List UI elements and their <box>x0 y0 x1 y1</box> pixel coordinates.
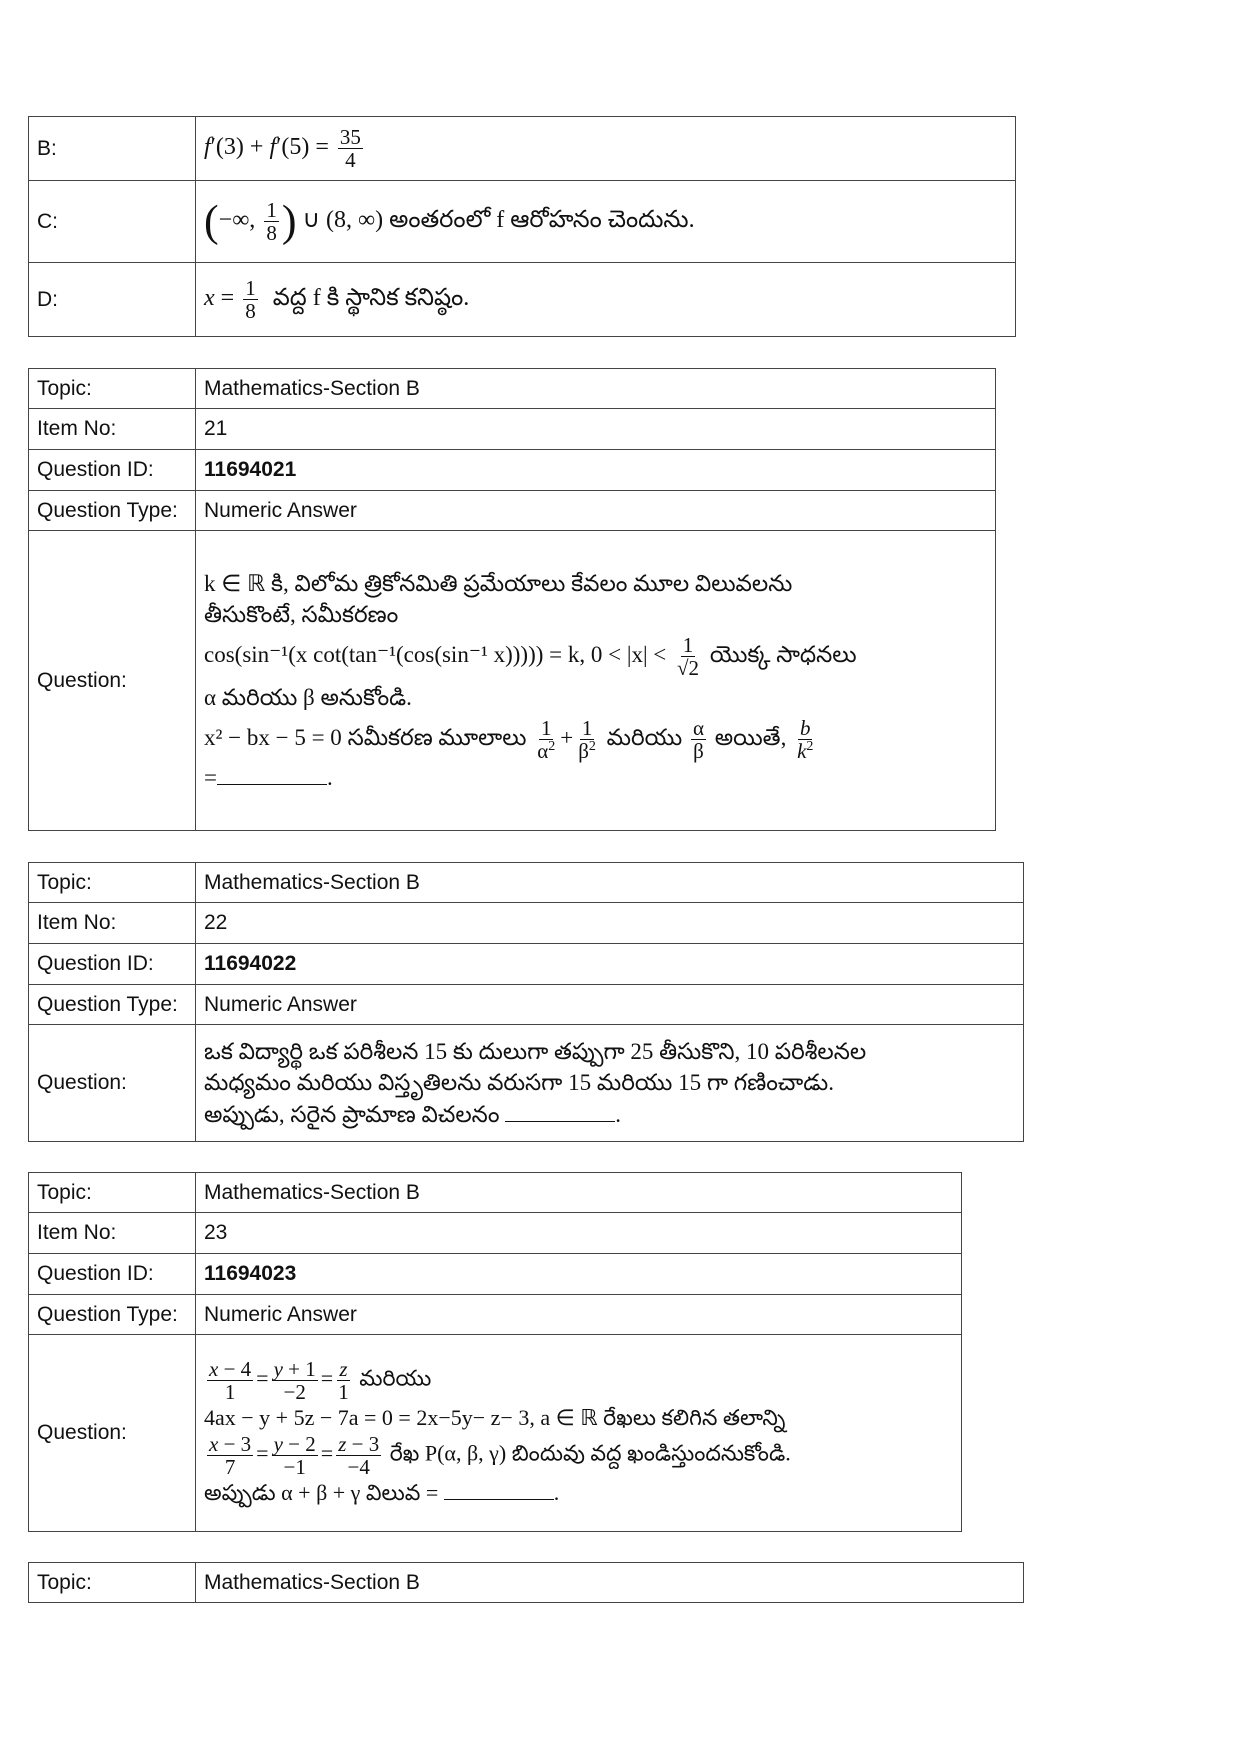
question-type-value: Numeric Answer <box>196 985 1024 1025</box>
answer-blank <box>217 766 327 785</box>
fraction: $\frac{z - 3}{-4}$ <box>338 1432 380 1480</box>
equation: cos(sin⁻¹(x cot(tan⁻¹(cos(sin⁻¹ x))))) = k, 0 < |x| < <box>204 642 667 668</box>
topic-row <box>29 1173 962 1213</box>
question-label: Question: <box>29 1335 196 1532</box>
question-line <box>204 1403 953 1433</box>
question-table-next <box>28 1562 1024 1603</box>
item-no-row <box>29 409 996 450</box>
question-id-value: 11694022 <box>196 944 1024 985</box>
topic-value: Mathematics-Section B <box>196 369 996 409</box>
item-no-label: Item No: <box>29 1213 196 1254</box>
question-body <box>196 1335 962 1532</box>
question-id-label: Question ID: <box>29 944 196 985</box>
option-text: వద్ద f కి స్థానిక కనిష్ఠం. <box>272 285 470 312</box>
question-id-value: 11694021 <box>196 450 996 491</box>
question-id-row <box>29 450 996 491</box>
question-line: k ∈ ℝ కి, విలోమ త్రికోనమితి ప్రమేయాలు కేవలం మూల విలువలను <box>204 571 793 597</box>
question-line: మధ్యమం మరియు విస్తృతిలను వరుసగా 15 మరియు 15 గా గణించాడు. <box>204 1070 834 1096</box>
option-content: (−∞, $\frac{1}{8}$ ) ∪ (8, ∞) అంతరంలో f ఆరోహనం చెందును. <box>196 181 1016 263</box>
fraction: $\frac{y + 1}{-2}$ <box>273 1357 316 1405</box>
question-text: = <box>204 764 217 790</box>
question-line: అప్పుడు, సరైన ప్రామాణ విచలనం . <box>204 1101 621 1127</box>
question-text: సమీకరణ మూలాలు <box>347 724 527 750</box>
answer-blank <box>505 1103 615 1122</box>
question-id-label: Question ID: <box>29 450 196 491</box>
option-label: D: <box>29 263 196 337</box>
question-body <box>196 1025 1024 1142</box>
item-no-label: Item No: <box>29 903 196 944</box>
item-no-row <box>29 1213 962 1254</box>
fraction: $\frac{1}{\alpha^2}$ <box>537 715 556 763</box>
question-line: x² − bx − 5 = 0 సమీకరణ మూలాలు $\frac{1}{\alpha^2}$ + $\frac{1}{\beta^2}$ మరియు $\frac{\alpha}{\beta}$ అయితే, $\frac{b}{k^2}$ <box>204 715 814 763</box>
option-row-d <box>29 263 1016 337</box>
question-text: రేఖలు కలిగిన తలాన్ని <box>603 1405 786 1431</box>
fraction: $\frac{1}{\beta^2}$ <box>578 715 596 763</box>
option-label: C: <box>29 181 196 263</box>
question-text: అప్పుడు, సరైన ప్రామాణ విచలనం <box>204 1101 500 1127</box>
question-type-label: Question Type: <box>29 985 196 1025</box>
question-type-row <box>29 1295 962 1335</box>
question-line: తీసుకొంటే, సమీకరణం <box>204 602 399 628</box>
fraction: $\frac{\alpha}{\beta}$ <box>692 715 704 763</box>
topic-label: Topic: <box>29 863 196 903</box>
fraction: $\frac{x - 3}{7}$ <box>209 1432 252 1480</box>
topic-value: Mathematics-Section B <box>196 863 1024 903</box>
question-table-21 <box>28 368 996 831</box>
question-type-value: Numeric Answer <box>196 1295 962 1335</box>
topic-row <box>29 863 1024 903</box>
question-line: ఒక విద్యార్థి ఒక పరిశీలన 15 కు దులుగా తప్పుగా 25 తీసుకొని, 10 పరిశీలనల <box>204 1039 867 1065</box>
fraction: $\frac{1}{8}$ <box>266 197 277 245</box>
question-text: మరియు <box>359 1365 432 1391</box>
question-table-23 <box>28 1172 962 1532</box>
question-line <box>204 634 987 679</box>
question-text: అప్పుడు α + β + γ విలువ = <box>204 1480 439 1506</box>
question-id-value: 11694023 <box>196 1254 962 1295</box>
fraction: $\frac{35}{4}$ <box>339 124 361 172</box>
question-type-row <box>29 491 996 531</box>
question-text: మరియు <box>606 724 683 750</box>
topic-label: Topic: <box>29 1563 196 1603</box>
options-table <box>28 116 1016 337</box>
question-id-row <box>29 944 1024 985</box>
answer-blank <box>444 1481 554 1500</box>
question-id-row <box>29 1254 962 1295</box>
option-text: అంతరంలో f ఆరోహనం చెందును. <box>389 207 695 234</box>
option-label: B: <box>29 117 196 181</box>
topic-value: Mathematics-Section B <box>196 1173 962 1213</box>
topic-row <box>29 1563 1024 1603</box>
fraction: $\frac{b}{k^2}$ <box>797 715 814 763</box>
question-type-value: Numeric Answer <box>196 491 996 531</box>
question-line: అప్పుడు α + β + γ విలువ = . <box>204 1480 560 1506</box>
question-line: α మరియు β అనుకోండి. <box>204 684 412 710</box>
topic-label: Topic: <box>29 369 196 409</box>
item-no-label: Item No: <box>29 409 196 450</box>
item-no-row <box>29 903 1024 944</box>
question-label: Question: <box>29 531 196 831</box>
question-line: $\frac{x - 4}{1}$ = $\frac{y + 1}{-2}$ = $\frac{z}{1}$ మరియు <box>209 1357 432 1405</box>
topic-value: Mathematics-Section B <box>196 1563 1024 1603</box>
equation: x² − bx − 5 = 0 <box>204 724 342 750</box>
question-row <box>29 1335 962 1532</box>
option-row-c <box>29 181 1016 263</box>
question-text: యొక్క సాధనలు <box>709 642 857 668</box>
equation: 4ax − y + 5z − 7a = 0 = 2x−5y− z− 3, a ∈ ℝ <box>204 1405 598 1431</box>
question-type-label: Question Type: <box>29 491 196 531</box>
topic-label: Topic: <box>29 1173 196 1213</box>
question-line: $\frac{x - 3}{7}$ = $\frac{y - 2}{-1}$ = $\frac{z - 3}{-4}$ రేఖ P(α, β, γ) బిందువు వద్ద ఖండిస్తుందనుకోండి. <box>209 1432 791 1480</box>
option-content: x = $\frac{1}{8}$ వద్ద f కి స్థానిక కనిష్ఠం. <box>196 263 1016 337</box>
question-type-label: Question Type: <box>29 1295 196 1335</box>
fraction: $\frac{1}{√2}$ <box>677 633 700 681</box>
fraction: $\frac{y - 2}{-1}$ <box>273 1432 316 1480</box>
question-table-22 <box>28 862 1024 1142</box>
item-no-value: 23 <box>196 1213 962 1254</box>
fraction: $\frac{x - 4}{1}$ <box>209 1357 252 1405</box>
question-row <box>29 1025 1024 1142</box>
question-text: అయితే, <box>714 724 787 750</box>
item-no-value: 21 <box>196 409 996 450</box>
option-row-b <box>29 117 1016 181</box>
fraction: $\frac{z}{1}$ <box>338 1357 349 1405</box>
question-label: Question: <box>29 1025 196 1142</box>
question-type-row <box>29 985 1024 1025</box>
item-no-value: 22 <box>196 903 1024 944</box>
question-text: రేఖ P(α, β, γ) బిందువు వద్ద ఖండిస్తుందనుకోండి. <box>389 1440 791 1466</box>
question-row <box>29 531 996 831</box>
topic-row <box>29 369 996 409</box>
question-body <box>196 531 996 831</box>
question-id-label: Question ID: <box>29 1254 196 1295</box>
option-content: f′(3) + f′(5) = $\frac{35}{4}$ <box>196 117 1016 181</box>
fraction: $\frac{1}{8}$ <box>245 275 256 323</box>
question-line: = . <box>204 764 333 790</box>
